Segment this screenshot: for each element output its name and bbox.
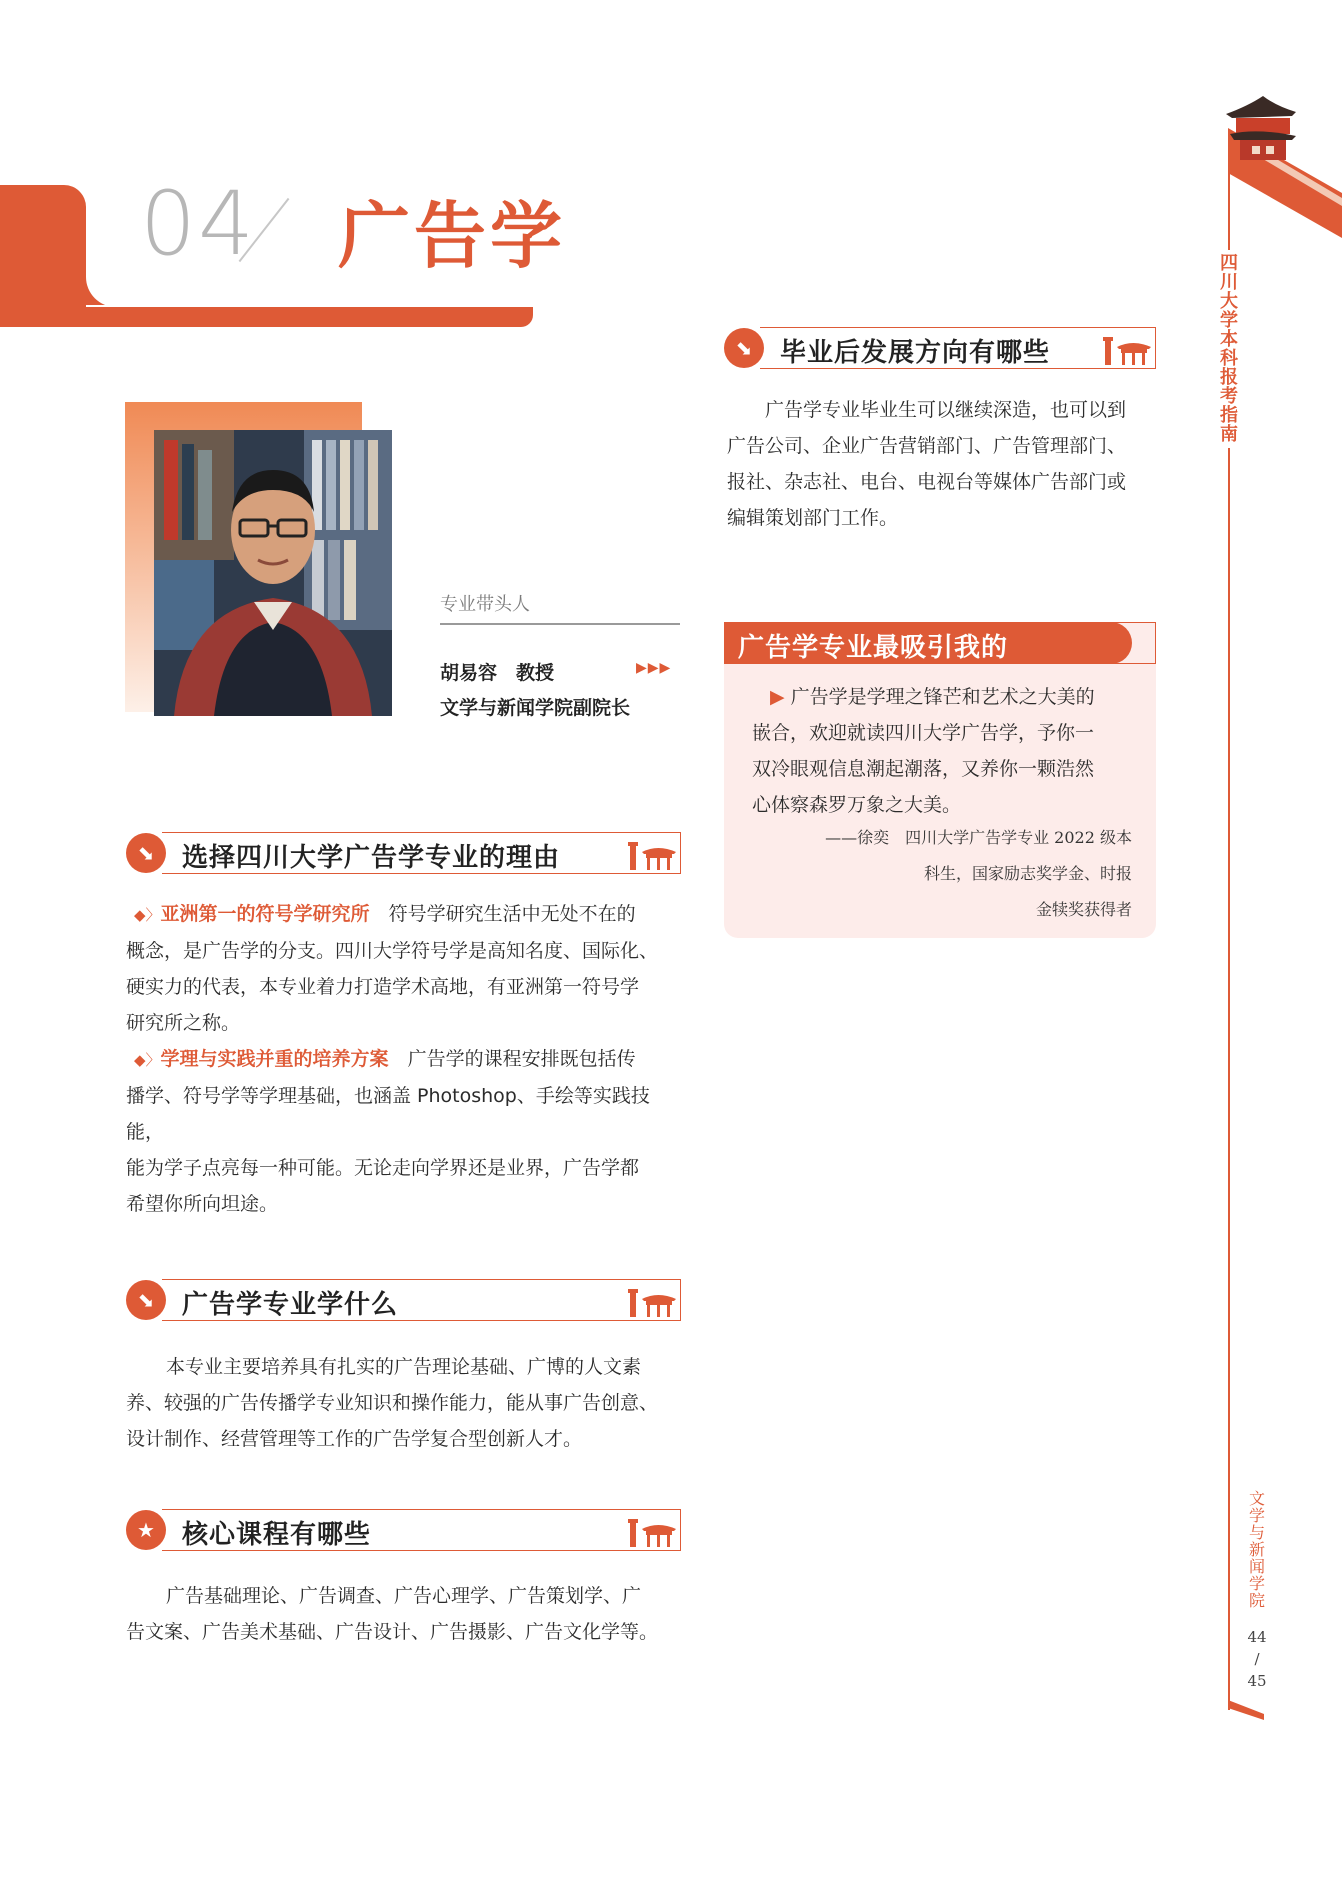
reason-1-first-line: ◆〉亚洲第一的符号学研究所 符号学研究生活中无处不在的	[134, 903, 636, 925]
leader-portrait	[154, 430, 392, 716]
reasons-paragraph	[126, 896, 686, 1222]
section-career-heading	[724, 327, 1156, 369]
sidebar-end-arrow	[1228, 1700, 1268, 1720]
section-title: 毕业后发展方向有哪些	[780, 338, 1051, 368]
attraction-quote	[752, 679, 1152, 823]
chapter-number: 04	[140, 172, 256, 275]
text-line: 研究所之称。	[126, 1012, 241, 1034]
section-what-heading	[126, 1279, 681, 1321]
text-line: 设计制作、经营管理等工作的广告学复合型创新人才。	[126, 1428, 583, 1450]
career-paragraph	[727, 392, 1159, 536]
text-line: 播学、符号学等学理基础，也涵盖 Photoshop、手绘等实践技能，	[126, 1085, 650, 1143]
pavilion-icon	[628, 1285, 678, 1317]
attraction-title: 广告学专业最吸引我的	[738, 633, 1009, 663]
section-title: 核心课程有哪些	[182, 1520, 372, 1550]
arrow-icon: ⬊	[126, 1280, 166, 1320]
arrow-icon: ⬊	[126, 833, 166, 873]
text-line: 嵌合，欢迎就读四川大学广告学，予你一	[752, 722, 1095, 744]
pavilion-icon	[1103, 333, 1153, 365]
text-line: 养、较强的广告传播学专业知识和操作能力，能从事广告创意、	[126, 1392, 659, 1414]
signature-line: ——徐奕 四川大学广告学专业 2022 级本	[825, 828, 1132, 847]
text-line: 广告基础理论、广告调查、广告心理学、广告策划学、广	[166, 1585, 642, 1607]
section-reasons-heading	[126, 832, 681, 874]
pavilion-corner-icon	[1218, 88, 1342, 238]
pavilion-icon	[628, 838, 678, 870]
text-line: 本专业主要培养具有扎实的广告理论基础、广博的人文素	[166, 1356, 642, 1378]
leader-role: 文学与新闻学院副院长	[440, 697, 631, 719]
leader-label: 专业带头人	[440, 594, 530, 615]
text-line: 概念，是广告学的分支。四川大学符号学是高知名度、国际化、	[126, 940, 659, 962]
text-line: 广告公司、企业广告营销部门、广告管理部门、	[727, 435, 1127, 457]
text-line: 双冷眼观信息潮起潮落，又养你一颗浩然	[752, 758, 1095, 780]
page-number-left: 44	[1247, 1628, 1267, 1646]
arrow-icon: ⬊	[724, 328, 764, 368]
text-line: 能为学子点亮每一种可能。无论走向学界还是业界，广告学都	[126, 1157, 640, 1179]
courses-paragraph	[126, 1578, 686, 1650]
pavilion-icon	[628, 1515, 678, 1547]
what-paragraph	[126, 1349, 686, 1457]
sidebar-guide-title: 四川大学本科报考指南	[1216, 250, 1242, 448]
text-line: 硬实力的代表，本专业着力打造学术高地，有亚洲第一符号学	[126, 976, 640, 998]
triple-arrow-icon: ▶▶▶	[636, 660, 672, 676]
reason-2-highlight: 学理与实践并重的培养方案	[160, 1048, 389, 1070]
page-number-separator: /	[1254, 1650, 1260, 1668]
section-title: 广告学专业学什么	[182, 1290, 399, 1320]
page-number-right: 45	[1247, 1672, 1267, 1690]
signature-line: 科生，国家励志奖学金、时报	[923, 864, 1132, 883]
leader-divider	[440, 623, 680, 625]
play-icon: ▶	[770, 686, 785, 708]
section-title: 选择四川大学广告学专业的理由	[182, 843, 561, 873]
diamond-icon: ◆〉	[134, 906, 161, 924]
text-line: 告文案、广告美术基础、广告设计、广告摄影、广告文化学等。	[126, 1621, 659, 1643]
sidebar-school-name: 文学与新闻学院	[1245, 1490, 1269, 1609]
quote-line-first: ▶ 广告学是学理之锋芒和艺术之大美的	[770, 686, 1095, 708]
text-line: 希望你所向坦途。	[126, 1193, 279, 1215]
page-title: 广告学	[338, 193, 567, 278]
signature-line: 金犊奖获得者	[1035, 900, 1132, 919]
section-courses-heading	[126, 1509, 681, 1551]
leader-name: 胡易容 教授	[440, 662, 555, 684]
reason-1-highlight: 亚洲第一的符号学研究所	[160, 903, 370, 925]
text-line: 编辑策划部门工作。	[727, 507, 899, 529]
attraction-signature	[752, 820, 1132, 928]
star-icon: ★	[126, 1510, 166, 1550]
reason-2-first-line: ◆〉学理与实践并重的培养方案 广告学的课程安排既包括传	[134, 1048, 636, 1070]
diamond-icon: ◆〉	[134, 1051, 161, 1069]
text-line: 报社、杂志社、电台、电视台等媒体广告部门或	[727, 471, 1127, 493]
text-line: 心体察森罗万象之大美。	[752, 794, 962, 816]
text-line: 广告学专业毕业生可以继续深造，也可以到	[765, 399, 1127, 421]
header-left-column	[0, 245, 86, 327]
header-tab	[0, 185, 86, 245]
